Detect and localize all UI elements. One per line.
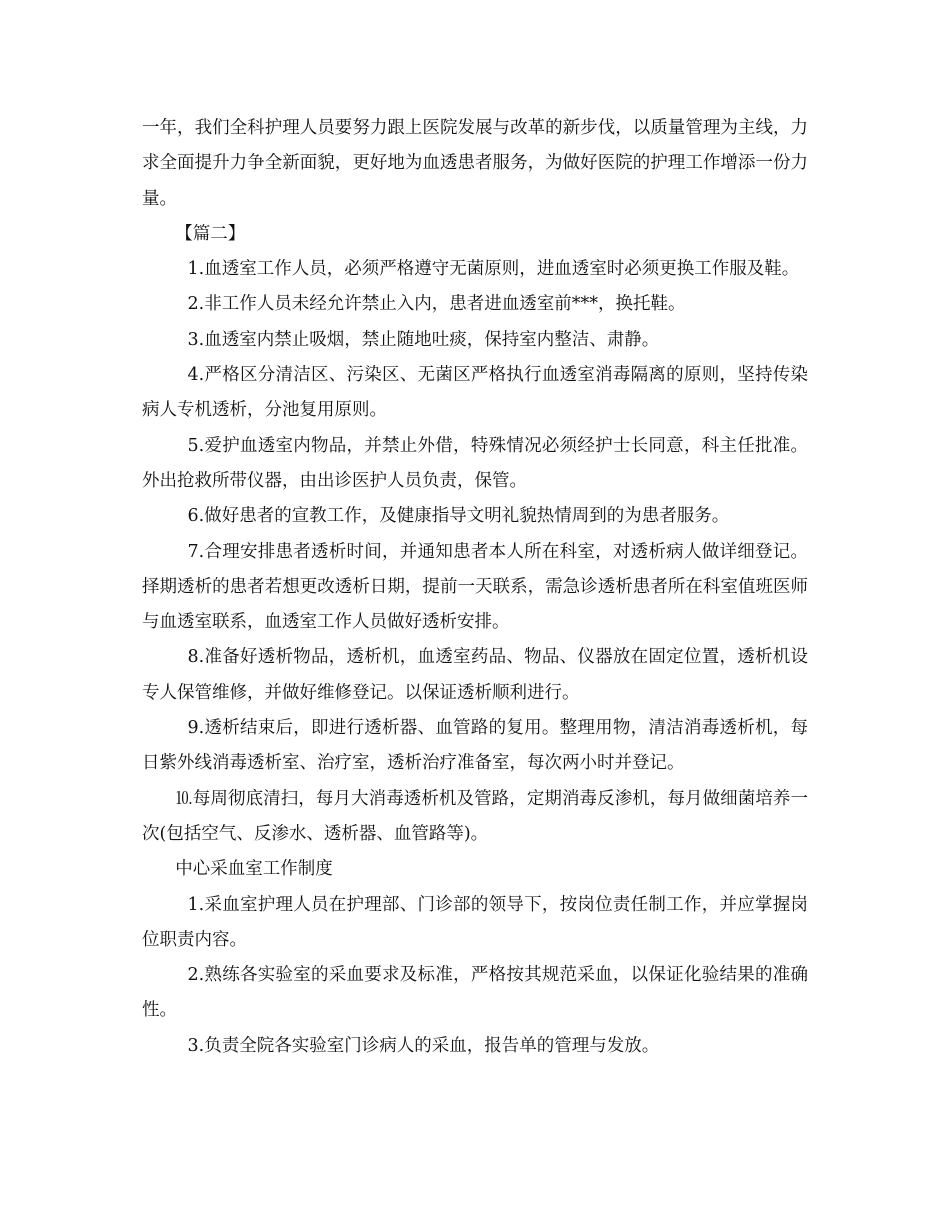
rule-item-2: 2.非工作人员未经允许禁止入内，患者进血透室前***，换托鞋。 bbox=[187, 294, 686, 315]
rule-item-1: 1.血透室工作人员，必须严格遵守无菌原则，进血透室时必须更换工作服及鞋。 bbox=[187, 259, 800, 280]
rule-item-9: 9.透析结束后，即进行透析器、血管路的复用。整理用物，清洁消毒透析机，每日紫外线消毒透析室、治疗室，透析治疗准备室，每次两小时并登记。 bbox=[142, 718, 808, 774]
section-heading-blood-collection: 中心采血室工作制度 bbox=[175, 859, 333, 880]
rule-item-5: 5.爱护血透室内物品，并禁止外借，特殊情况必须经护士长同意，科主任批准。外出抢救所带仪器，由出诊医护人员负责，保管。 bbox=[142, 435, 808, 491]
section-heading-part-two: 【篇二】 bbox=[175, 223, 246, 244]
paragraph-intro: 一年，我们全科护理人员要努力跟上医院发展与改革的新步伐，以质量管理为主线，力求全面提升力争全新面貌，更好地为血透患者服务，为做好医院的护理工作增添一份力量。 bbox=[142, 118, 808, 209]
blood-rule-item-1: 1.采血室护理人员在护理部、门诊部的领导下，按岗位责任制工作，并应掌握岗位职责内容。 bbox=[142, 894, 808, 950]
rule-item-6: 6.做好患者的宣教工作，及健康指导文明礼貌热情周到的为患者服务。 bbox=[187, 506, 730, 527]
blood-rule-item-3: 3.负责全院各实验室门诊病人的采血，报告单的管理与发放。 bbox=[187, 1035, 660, 1056]
blood-rule-item-2: 2.熟练各实验室的采血要求及标准，严格按其规范采血，以保证化验结果的准确性。 bbox=[142, 965, 808, 1021]
rule-item-7: 7.合理安排患者透析时间，并通知患者本人所在科室，对透析病人做详细登记。择期透析的患者若想更改透析日期，提前一天联系，需急诊透析患者所在科室值班医师与血透室联系，血透室工作人员做好透析安排。 bbox=[142, 541, 808, 633]
rule-item-3: 3.血透室内禁止吸烟，禁止随地吐痰，保持室内整洁、肃静。 bbox=[187, 329, 660, 350]
document-body bbox=[142, 111, 808, 1064]
rule-item-4: 4.严格区分清洁区、污染区、无菌区严格执行血透室消毒隔离的原则，坚持传染病人专机透析，分池复用原则。 bbox=[142, 365, 808, 421]
rule-item-10: ⒑每周彻底清扫，每月大消毒透析机及管路，定期消毒反渗机，每月做细菌培养一次(包括空气、反渗水、透析器、血管路等)。 bbox=[142, 788, 808, 844]
rule-item-8: 8.准备好透析物品，透析机，血透室药品、物品、仪器放在固定位置，透析机设专人保管维修，并做好维修登记。以保证透析顺利进行。 bbox=[142, 647, 808, 703]
